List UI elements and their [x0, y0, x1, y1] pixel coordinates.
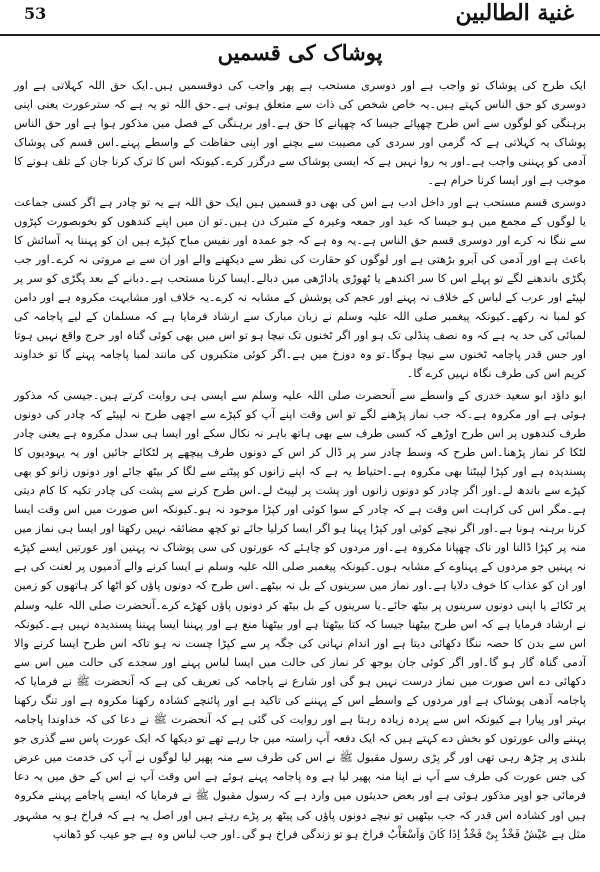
page-number: 53	[24, 4, 47, 23]
body-text	[14, 76, 586, 864]
page-header	[0, 0, 600, 36]
paragraph: ابو داؤد ابو سعید خدری کے واسطے سے آنحضرت صلی اللہ علیہ وسلم سے ایسی ہی روایت کرتے ہیں۔جیسی کہ مذکور ہوئی ہے اور مکروہ ہے۔کہ جب نماز پڑھنے لگے تو اس وقت اپنے آپ کو کپڑے سے اچھی طرح نہ لپیٹے کہ چادر کی دونوں طرف کندھوں پر اس طرح اوڑھے کہ کسی طرف سے بھی ہاتھ باہر نہ نکال سکے اور ایسا ہی سدل مکروہ ہے یعنی چادر لٹکا کر نماز پڑھنا۔اس طرح کہ وسط چادر سر پر ڈال کر اس کے دونوں طرف پیچھے پر لٹکائے جائیں اور یہ یہودیوں کا پسندیدہ ہے اور کپڑا لپیٹنا بھی مکروہ ہے۔احتیاط یہ ہے کہ اپنے زانوں کو پیٹنے سے لگا کر بیٹھ جائے اور دونوں زانو کو بھی کپڑے سے باندھ لے۔اور اگر چادر کو دونوں زانوں اور پشت پر لپیٹ لے۔اس طرح کرنے سے پشت کی چادر تکیہ کا کام دیتی ہے۔مگر اس کی کراہت اس وقت ہے کہ چادر کے سوا کوئی اور کپڑا موجود نہ ہو۔کیونکہ اس صورت میں اس وقت ایسا کرنا برہنہ ہونا ہے۔اور اگر نیچے کوئی اور کپڑا پہنا ہو اگر ایسا کرلیا جائے تو کچھ مضائقہ نہیں رکھتا اور ایسا ہی نماز میں منہ پر کپڑا ڈالنا اور ناک چھپانا مکروہ ہے۔اور مردوں کو چاہئے کہ عورتوں کی سی پوشاک نہ پہنیں اور عورتیں ایسے کپڑے نہ پہنیں جو مردوں کے پہناوے کے مشابہ ہوں۔کیونکہ پیغمبر صلی اللہ علیہ وسلم نے ایسا کرنے والے آدمیوں پر لعنت کی ہے اور ان کو عذاب کا خوف دلایا ہے۔اور نماز میں سرینوں کے بل نہ بیٹھے۔اس طرح کہ دونوں پاؤں کو اٹھا کر ہاتھوں کو زمین پر ٹکائے یا اپنی دونوں سرینوں پر بیٹھ جائے۔یا سرینوں کے بل بیٹھ کر دونوں پاؤں کھڑے کرے۔آنحضرت صلی اللہ علیہ وسلم نے ارشاد فرمایا ہے کہ اس طرح بیٹھنا جیسا کہ کتا بیٹھتا ہے اور بیٹھنا منع ہے اور پہننا ایسا پہننا پسندیدہ نہیں ہے۔کیونکہ اس سے بدن کا حصہ ننگا دکھائی دیتا ہے اور اندام نہانی کی جگہ پر سے کپڑا چست نہ ہو تاکہ اس طرح ایسا کرنے والا آدمی گناہ گار ہو گا۔اور اگر کوئی جان بوجھ کر نماز کی حالت میں ایسا لباس پہنے اور سجدے کی حالت میں اس سے دکھائی دے اس صورت میں نماز درست نہیں ہو گی اور شارع نے پاجامہ کی تعریف کی ہے کہ آنحضرت ﷺ نے فرمایا کہ پاجامہ آدھی پوشاک ہے اور مردوں کے واسطے اس کے پہننے کی تاکید ہے اور پائنچے کشادہ رکھنا مکروہ ہے اور تنگ رکھنا بہتر اور پیارا ہے کیونکہ اس سے پردہ زیادہ رہتا ہے اور روایت کی گئی ہے کہ آنحضرت ﷺ نے دعا کی کہ خداوندا پاجامہ پہننے والی عورتوں کو بخش دے کہتے ہیں کہ ایک دفعہ آپ راستہ میں جا رہے تھے تو دیکھا کہ ایک عورت پاس سے گذری جو بلندی پر چڑھ رہی تھی اور گر پڑی رسول مقبول ﷺ نے اس کی طرف سے منہ پھیر لیا لوگوں نے آپ کی خدمت میں عرض کی جس عورت کی طرف سے آپ نے اپنا منہ پھیر لیا ہے وہ پاجامہ پہنے ہوئے ہے اس وقت آپ نے اس کے حق میں یہ دعا فرمائی جو اوپر مذکور ہوئی ہے اور بعض حدیثوں میں وارد ہے کہ رسول مقبول ﷺ نے فرمایا کہ ایسے پاجامے پہننے مکروہ ہیں اور کشادہ اس قدر کہ جب بیٹھیں تو نیچے دونوں پاؤں کی پیٹھ پر پڑے رہتے ہیں اور اصل یہ ہے کہ فراخ ہو یہ مشہور مثل ہے عَیْشُ فَخْذُ بِیْ فَخْذُ اِذَا کَانَ وَاَسْعَاْبُ فراخ ہو تو زندگی فراخ ہو گی۔اور جب لباس وہ ہے جو عیب کو ڈھانپ	[14, 388, 586, 841]
running-title: غنية الطالبين	[455, 0, 574, 26]
paragraph: ایک طرح کی پوشاک تو واجب ہے اور دوسری مستحب ہے پھر واجب کی دوقسمیں ہیں۔ایک حق اللہ کہلاتی ہے اور دوسری کو حق الناس کہتے ہیں۔یہ خاص شخص کی ذات سے متعلق ہوتی ہے۔حق اللہ تو یہ ہے کہ سترعورت یعنی اپنی برہنگی کو لوگوں سے اس طرح چھپائے جیسا کہ چھپانے کا حق ہے۔اور برہنگی کے فصل میں مذکور ہوا ہے اور حق الناس پوشاک یہ کہلاتی ہے کہ گرمی اور سردی کی مصیبت سے بچنے اور اپنی حفاظت کے واسطے پہنے۔اس قسم کی پوشاک آدمی کو پہننی واجب ہے۔اور یہ روا نہیں ہے کہ ایسی پوشاک سے درگزر کرے۔کیونکہ اس کا ترک کرنا جان کے تلف ہونے کا موجب ہے اور ایسا کرنا حرام ہے۔	[14, 79, 586, 188]
chapter-title: پوشاک کی قسمیں	[217, 40, 383, 65]
paragraph: دوسری قسم مستحب ہے اور داخل ادب ہے اس کی بھی دو قسمیں ہیں ایک حق اللہ ہے یہ تو چادر ہے اگر کسی جماعت یا لوگوں کے مجمع میں ہو جیسا کہ عید اور جمعہ وغیرہ کے متبرک دن ہیں۔تو ان میں اپنے کندھوں کو بخوبصورت کپڑوں سے ننگا نہ کرے اور دوسری قسم حق الناس ہے۔یہ وہ ہے کہ جو عمدہ اور نفیس مباح کپڑے ہیں ان کو پہننا یہ آسائش کا باعث ہے اور آدمی کی آبرو بڑھتی ہے اور لوگوں کو حقارت کی نظر سے دیکھنے والے اور ان سے بے مروتی نہ کرے۔اور جب پگڑی باندھنے لگے تو پہلے اس کا سر اکندھے یا ٹھوڑی یاداڑھی میں دبالے۔ایسا کرنا مستحب ہے۔دبانے کے بعد پگڑی کو سر پر لپیٹے اور عرب کے لباس کے خلاف نہ پہنے اور عجم کی پوشش کے مشابہ نہ کرے۔یہ خلاف اور مشابہت مکروہ ہے اور دامن کو لمبا نہ رکھے۔کیونکہ پیغمبر صلی اللہ علیہ وسلم نے زبان مبارک سے ارشاد فرمایا ہے کہ مسلمان کے لیے پاجامہ کی لمبائی کی حد یہ ہے کہ وہ نصف پنڈلی تک ہو اور اگر ٹخنوں تک نیچا ہو تو اس میں بھی کوئی گناہ اور حرج واقع نہیں ہوتا اور جس قدر پاجامہ ٹخنوں سے نیچا ہوگا۔تو وہ دوزخ میں ہے۔اگر کوئی متکبروں کی مانند لمبا پاجامہ پہنے گا تو خداوند کریم اس کی طرف نگاہ نہیں کرے گا۔	[14, 195, 586, 381]
